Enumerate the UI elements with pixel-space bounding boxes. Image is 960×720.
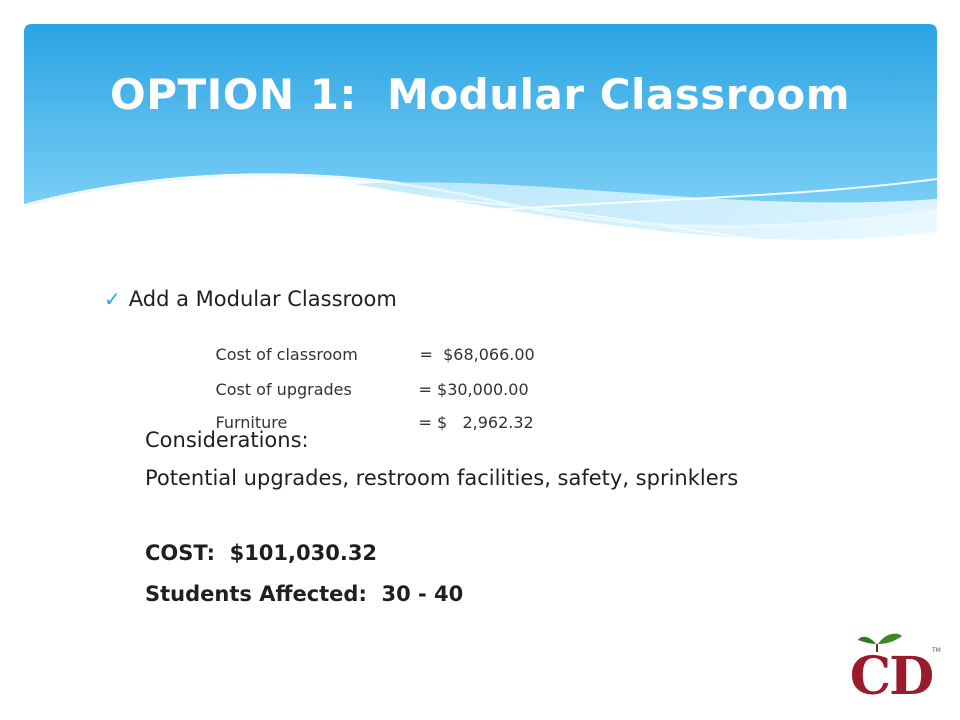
students-affected: Students Affected: 30 - 40 (145, 582, 464, 606)
slide-title: OPTION 1: Modular Classroom (110, 70, 850, 119)
considerations-text: Potential upgrades, restroom facilities, safety, sprinklers (145, 466, 739, 490)
cost-value: = $68,066.00 (419, 345, 535, 364)
cost-value: = $ 2,962.32 (418, 413, 534, 432)
apple-logo-icon (846, 630, 941, 707)
bullet-item (104, 287, 397, 311)
logo-text: CD (849, 646, 933, 707)
cost-label: Cost of classroom (215, 345, 358, 364)
bullet-text: Add a Modular Classroom (128, 287, 397, 311)
considerations-label: Considerations: (145, 428, 309, 452)
cost-label: Furniture (215, 413, 288, 432)
cost-value: = $30,000.00 (418, 380, 529, 399)
svg-text:TM: TM (932, 647, 941, 654)
total-cost: COST: $101,030.32 (145, 541, 378, 565)
cost-label: Cost of upgrades (215, 380, 352, 399)
checkmark-icon: ✓ (104, 287, 121, 311)
